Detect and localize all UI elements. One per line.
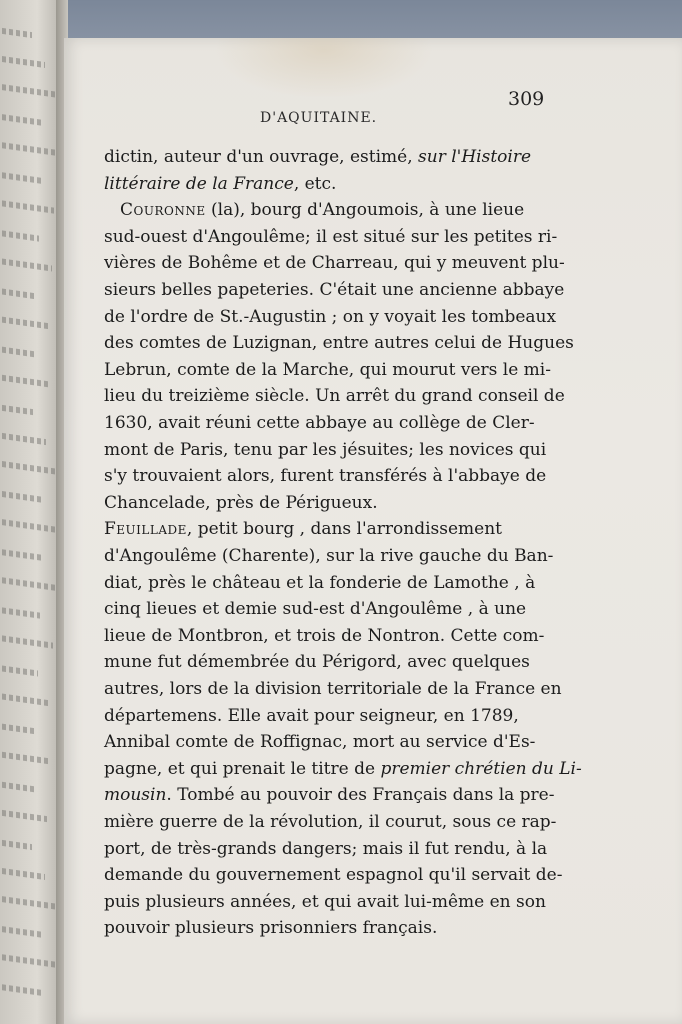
text-line xyxy=(104,516,502,542)
text-line xyxy=(104,437,546,463)
text-segment: Chancelade, près de Périgueux. xyxy=(104,492,378,513)
text-segment: 1630, avait réuni cette abbaye au collège de Cler- xyxy=(104,413,535,433)
text-segment: sieurs belles papeteries. C'était une ancienne abbaye xyxy=(104,280,565,300)
text-line xyxy=(104,250,565,276)
text-segment: de l'ordre de St.-Augustin ; on y voyait les tombeaux xyxy=(104,306,557,327)
text-line xyxy=(104,596,526,622)
text-line xyxy=(104,649,530,675)
text-line xyxy=(104,144,531,170)
facing-page-text-ghost xyxy=(2,577,55,590)
facing-page-text-ghost xyxy=(2,607,40,618)
facing-page-text-ghost xyxy=(2,724,36,735)
facing-page-text-ghost xyxy=(2,810,47,822)
facing-page-text-ghost xyxy=(2,289,37,300)
facing-page-text-ghost xyxy=(2,405,33,415)
facing-page-text-ghost xyxy=(2,782,34,792)
text-line xyxy=(104,277,564,303)
text-segment: s'y trouvaient alors, furent transférés à l'abbaye de xyxy=(104,466,547,487)
text-segment: Couronne xyxy=(120,200,206,221)
facing-page-text-ghost xyxy=(2,840,32,850)
facing-page xyxy=(0,0,62,1024)
facing-page-text-ghost xyxy=(2,258,52,271)
text-line xyxy=(104,463,546,489)
text-segment: pagne, et qui prenait le titre de xyxy=(104,758,381,779)
text-segment: autres, lors de la division territoriale de la France en xyxy=(104,679,562,699)
facing-page-text-ghost xyxy=(2,461,59,475)
text-line xyxy=(104,490,378,516)
text-line xyxy=(104,410,535,436)
page-stain xyxy=(214,38,434,98)
text-line xyxy=(104,782,555,808)
text-line xyxy=(104,703,519,729)
text-line xyxy=(104,330,574,356)
text-segment: Annibal comte de Roffignac, mort au service d'Es- xyxy=(104,732,536,753)
text-line xyxy=(104,756,582,782)
facing-page-text-ghost xyxy=(2,549,42,561)
text-line xyxy=(120,197,524,223)
facing-page-text-ghost xyxy=(2,347,35,358)
facing-page-text-ghost xyxy=(2,375,48,387)
text-segment: cinq lieues et demie sud-est d'Angoulême , à une xyxy=(104,599,527,620)
facing-page-text-ghost xyxy=(2,984,41,995)
text-line xyxy=(104,862,562,888)
facing-page-text-ghost xyxy=(2,519,57,533)
running-head: D'AQUITAINE. xyxy=(260,110,378,126)
facing-page-text-ghost xyxy=(2,200,54,213)
facing-page-text-ghost xyxy=(2,230,39,241)
text-segment: des comtes de Luzignan, entre autres celui de Hugues xyxy=(104,333,574,354)
text-line xyxy=(104,836,547,862)
facing-page-text-ghost xyxy=(2,433,46,445)
facing-page-text-ghost xyxy=(2,868,45,880)
facing-page-text-ghost xyxy=(2,752,49,765)
facing-page-text-ghost xyxy=(2,317,50,330)
text-segment: sud-ouest d'Angoulême; il est situé sur les petites ri- xyxy=(104,226,558,247)
facing-page-text-ghost xyxy=(2,142,56,156)
text-line xyxy=(104,570,535,596)
text-line xyxy=(104,224,557,250)
facing-page-text-ghost xyxy=(2,56,45,68)
text-line xyxy=(104,623,544,649)
facing-page-text-ghost xyxy=(2,84,58,98)
text-segment: mière guerre de la révolution, il courut, sous ce rap- xyxy=(104,812,557,832)
text-line xyxy=(104,383,565,409)
text-segment: Lebrun, comte de la Marche, qui mourut vers le mi- xyxy=(104,359,551,380)
text-line xyxy=(104,357,551,383)
text-segment: , etc. xyxy=(293,173,337,194)
text-segment: puis plusieurs années, et qui avait lui-même en son xyxy=(104,891,546,912)
text-line xyxy=(104,809,556,835)
text-line xyxy=(104,543,553,569)
facing-page-text-ghost xyxy=(2,491,44,503)
text-segment: diat, près le château et la fonderie de Lamothe , à xyxy=(104,572,536,593)
text-segment: premier chrétien du Li- xyxy=(380,758,582,779)
text-segment: vières de Bohême et de Charreau, qui y meuvent plu- xyxy=(104,253,565,274)
text-segment: sur l'Histoire xyxy=(418,147,532,167)
text-segment: mune fut démembrée du Périgord, avec quelques xyxy=(104,652,530,673)
text-line xyxy=(104,889,546,915)
facing-page-text-ghost xyxy=(2,896,58,910)
text-segment: port, de très-grands dangers; mais il fut rendu, à la xyxy=(104,838,548,859)
text-segment: dictin, auteur d'un ouvrage, estimé, xyxy=(104,147,419,167)
book-page xyxy=(64,38,682,1024)
text-segment: (la), bourg d'Angoumois, à une lieue xyxy=(205,200,525,221)
text-segment: lieu du treizième siècle. Un arrêt du grand conseil de xyxy=(104,386,565,407)
text-segment: demande du gouvernement espagnol qu'il servait de- xyxy=(104,865,563,886)
text-segment: d'Angoulême (Charente), sur la rive gauche du Ban- xyxy=(104,546,554,566)
facing-page-text-ghost xyxy=(2,665,38,676)
text-segment: littéraire de la France xyxy=(104,173,294,194)
facing-page-text-ghost xyxy=(2,694,51,707)
text-line xyxy=(104,304,556,330)
text-segment: lieue de Montbron, et trois de Nontron. Cette com- xyxy=(104,625,545,646)
text-segment: mousin xyxy=(104,785,167,806)
text-segment: . Tombé au pouvoir des Français dans la pre- xyxy=(166,785,555,806)
facing-page-text-ghost xyxy=(2,28,32,38)
facing-page-text-ghost xyxy=(2,926,43,938)
text-line xyxy=(104,915,437,941)
text-line xyxy=(104,729,535,755)
text-segment: Feuillade xyxy=(104,519,187,540)
facing-page-text-ghost xyxy=(2,172,41,183)
text-line xyxy=(104,171,336,197)
text-segment: pouvoir plusieurs prisonniers français. xyxy=(104,918,438,939)
text-segment: , petit bourg , dans l'arrondissement xyxy=(186,519,503,540)
facing-page-text-ghost xyxy=(2,114,43,126)
text-line xyxy=(104,676,562,702)
text-segment: mont de Paris, tenu par les jésuites; les novices qui xyxy=(104,439,547,460)
facing-page-text-ghost xyxy=(2,635,53,648)
page-number: 309 xyxy=(508,88,545,110)
text-segment: départemens. Elle avait pour seigneur, en 1789, xyxy=(104,705,519,726)
facing-page-text-ghost xyxy=(2,954,56,968)
